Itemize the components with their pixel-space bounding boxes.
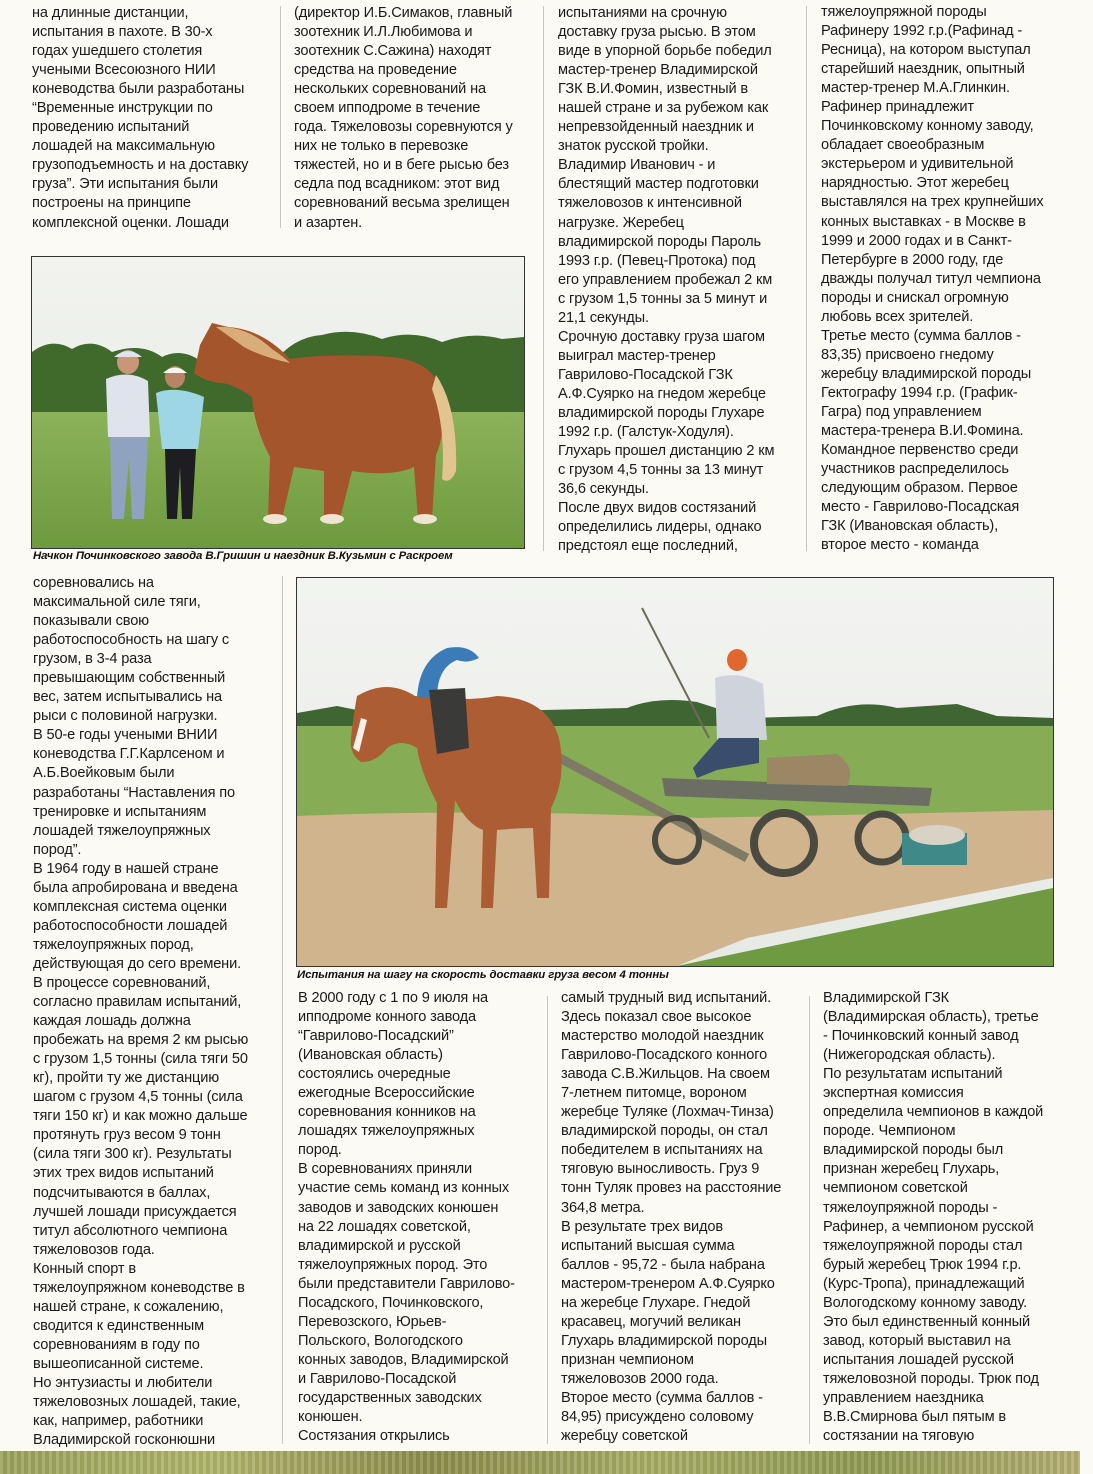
text-line: нагрузке. Жеребец [558, 214, 684, 231]
text-line: с грузом 4,5 тонны за 13 минут [558, 462, 764, 479]
text-line: блестящий мастер подготовки [558, 176, 759, 193]
text-line: сводится к единственным [33, 1317, 204, 1334]
text-line: место - Гаврилово-Посадская [821, 499, 1020, 516]
text-line: жеребцу владимирской породы [821, 365, 1032, 382]
text-line: превышающим собственный [33, 670, 226, 687]
text-line: протянуть груз весом 9 тонн [33, 1127, 221, 1144]
text-line: построены на принципе [32, 195, 191, 212]
text-line: состоялись очередные [298, 1066, 451, 1083]
text-line: Рафинер принадлежит [821, 99, 974, 116]
text-line: подсчитываются в баллах, [33, 1184, 211, 1201]
text-line: была апробирована и введена [33, 879, 238, 896]
text-line: конных заводов, Владимирской [298, 1351, 509, 1368]
text-line: ГЗК (Ивановская область), [821, 518, 999, 535]
text-line: владимирской породы Пароль [558, 233, 761, 250]
text-line: Конный спорт в [33, 1260, 136, 1277]
text-line: Третье место (сумма баллов - [821, 327, 1021, 344]
text-line: тяжелоупряжной породы стал [823, 1237, 1023, 1254]
text-line: доставку груза рысью. В этом [558, 24, 756, 41]
photo1-caption: Начкон Починковского завода В.Гришин и наездник В.Кузьмин с Раскроем [33, 550, 453, 562]
text-line: тяжеловозных лошадей, такие, [33, 1394, 241, 1411]
text-line: на длинные дистанции, [32, 5, 189, 21]
text-line: ежегодные Всероссийские [298, 1085, 475, 1102]
photo2-caption: Испытания на шагу на скорость доставки груза весом 4 тонны [297, 969, 669, 981]
text-line: участников распределилось [821, 461, 1009, 478]
text-line: как, например, работники [33, 1413, 204, 1430]
text-line: дважды получал титул чемпиона [821, 270, 1041, 287]
text-line: выиграл мастер-тренер [558, 347, 716, 364]
text-line: управлением наездника [823, 1389, 984, 1406]
text-line: средства на проведение [294, 62, 457, 79]
text-line: разработаны “Наставления по [33, 784, 236, 801]
column-divider [543, 6, 544, 551]
text-line: (Курс-Тропа), принадлежащий [823, 1275, 1025, 1292]
text-line: Состязания открылись [298, 1428, 450, 1445]
text-line: Второе место (сумма баллов - [561, 1389, 763, 1406]
column-divider [806, 6, 807, 551]
text-line: соревнованиям в году по [33, 1336, 200, 1353]
text-line: тяжелоупряжных пород. Это [298, 1256, 488, 1273]
text-line: испытания лошадей русской [823, 1351, 1014, 1368]
text-line: конюшен. [298, 1409, 363, 1426]
text-line: завод, который выставил на [823, 1332, 1011, 1349]
text-line: Гектографу 1994 г.р. (График- [821, 384, 1018, 401]
text-line: на жеребце Глухаре. Гнедой [561, 1294, 751, 1311]
text-line: Но энтузиасты и любители [33, 1374, 213, 1391]
text-line: завода С.В.Жильцов. На своем [561, 1066, 770, 1083]
text-line: комплексная система оценки [33, 898, 227, 915]
text-line: нашей стране и за рубежом как [558, 100, 769, 117]
text-line: 36,6 секунды. [558, 481, 649, 498]
text-line: лошадей на максимальную [32, 138, 215, 155]
text-line: показывали свою [33, 613, 149, 630]
text-line: По результатам испытаний [823, 1066, 1003, 1083]
text-line: государственных заводских [298, 1389, 482, 1406]
text-line: тяги 150 кг) и как можно дальше [33, 1108, 248, 1125]
text-line: 364,8 метра. [561, 1199, 645, 1216]
text-line: пород. [298, 1142, 342, 1159]
text-line: тренировке и испытаниям [33, 803, 207, 820]
text-line: Владимир Иванович - и [558, 157, 716, 174]
text-line: испытаний высшая сумма [561, 1237, 735, 1254]
photo-horse-with-handlers [31, 256, 525, 549]
text-line: зоотехник И.Л.Любимова и [294, 24, 473, 41]
text-line: 84,95) присуждено соловому [561, 1409, 754, 1426]
text-line: Владимирской госконюшни [33, 1432, 216, 1449]
text-line: вес, затем испытывались на [33, 689, 222, 706]
text-line: согласно правилам испытаний, [33, 994, 242, 1011]
text-line: владимирской породы был [823, 1142, 1004, 1159]
text-line: (директор И.Б.Симаков, главный [294, 5, 513, 21]
text-line: его управлением пробежал 2 км [558, 271, 773, 288]
text-line: жеребце Туляке (Лохмач-Тинза) [561, 1104, 774, 1121]
text-line: 1992 г.р. (Галстук-Ходуля). [558, 424, 734, 441]
text-line: Перевозского, Юрьев- [298, 1313, 447, 1330]
text-line: коневодства были разработаны [32, 81, 245, 98]
text-line: Срочную доставку груза шагом [558, 328, 765, 345]
text-line: работоспособность на шагу с [33, 632, 230, 649]
text-line: самый трудный вид испытаний. [561, 990, 772, 1006]
text-line: следующим образом. Первое [821, 480, 1018, 497]
column-divider [809, 996, 810, 1444]
text-line: года. Тяжеловозы соревнуются у [294, 119, 513, 136]
text-line: красавец, могучий великан [561, 1313, 741, 1330]
text-line: своем ипподроме в течение [294, 100, 481, 117]
text-line: Гаврилово-Посадской ГЗК [558, 366, 733, 383]
text-line: тяжелоупряжной породы [821, 4, 987, 20]
text-line: нескольких соревнований на [294, 81, 486, 98]
text-line: тяжелоупряжном коневодстве в [33, 1279, 245, 1296]
text-line: бурый жеребец Трюк 1994 г.р. [823, 1256, 1022, 1273]
text-line: шагом с грузом 4,5 тонны (сила [33, 1089, 243, 1106]
text-line: Гаврилово-Посадского конного [561, 1047, 768, 1064]
text-line: кг), пройти ту же дистанцию [33, 1070, 220, 1087]
text-line: породе. Чемпионом [823, 1123, 956, 1140]
text-line: зоотехник С.Сажина) находят [294, 43, 492, 60]
text-line: Рафинеру 1992 г.р.(Рафинад - [821, 23, 1023, 40]
text-line: старейший наездник, опытный [821, 61, 1025, 78]
text-line: мастерство молодой наездник [561, 1028, 764, 1045]
text-line: (Ивановская область) [298, 1047, 443, 1064]
text-line: пород”. [33, 841, 82, 858]
text-line: испытания в пахоте. В 30-х [32, 24, 213, 41]
text-line: седла под всадником: этот вид [294, 176, 500, 193]
text-line: действующая до сего времени. [33, 955, 241, 972]
text-line: В соревнованиях приняли [298, 1161, 473, 1178]
text-line: экспертная комиссия [823, 1085, 964, 1102]
text-line: тяговую выносливость. Груз 9 [561, 1161, 760, 1178]
text-line: тяжеловозной породы. Трюк под [823, 1370, 1039, 1387]
text-line: 7-летнем питомце, вороном [561, 1085, 747, 1102]
text-column-top-3 [558, 4, 774, 556]
text-line: соревновались на [33, 575, 154, 591]
text-line: В.В.Смирнова был пятым в [823, 1409, 1006, 1426]
text-line: баллов - 95,72 - была набрана [561, 1256, 765, 1273]
text-line: вышеописанной системе. [33, 1355, 204, 1372]
text-line: признан жеребец Глухарь, [823, 1161, 1000, 1178]
horse-cart-illustration [297, 578, 1053, 966]
text-line: пробежать на время 2 км рысью [33, 1032, 249, 1049]
text-line: В 1964 году в нашей стране [33, 860, 219, 877]
text-line: титул абсолютного чемпиона [33, 1222, 228, 1239]
text-line: ГЗК В.И.Фомин, известный в [558, 81, 748, 98]
text-line: мастера-тренера В.И.Фомина. [821, 423, 1024, 440]
text-line: второе место - команда [821, 537, 979, 554]
text-line: лошадей тяжелоупряжных [33, 822, 211, 839]
bottom-photo-strip [0, 1451, 1080, 1474]
text-line: мастером-тренером А.Ф.Суярко [561, 1275, 775, 1292]
text-line: с грузом 1,5 тонны (сила тяги 50 [33, 1051, 248, 1068]
text-line: 83,35) присвоено гнедому [821, 346, 994, 363]
text-column-bottom-3 [561, 989, 781, 1446]
text-line: Глухарь владимирской породы [561, 1332, 767, 1349]
text-line: (Владимирская область), третье [823, 1009, 1039, 1026]
text-line: годах ушедшего столетия [32, 43, 203, 60]
text-line: были представители Гаврилово- [298, 1275, 515, 1292]
text-line: чемпионом советской [823, 1180, 968, 1197]
text-column-top-4 [821, 3, 1043, 555]
text-line: А.Б.Воейковым были [33, 765, 175, 782]
text-line: и азартен. [294, 214, 363, 231]
text-line: испытаниями на срочную [558, 5, 727, 21]
text-line: лучшей лошади присуждается [33, 1203, 237, 1220]
text-line: В процессе соревнований, [33, 974, 211, 991]
text-line: конных выставках - в Москве в [821, 213, 1026, 230]
text-line: Посадского, Починковского, [298, 1294, 484, 1311]
text-line: предстоял еще последний, [558, 538, 738, 555]
text-line: признан чемпионом [561, 1351, 694, 1368]
text-line: А.Ф.Суярко на гнедом жеребце [558, 385, 766, 402]
text-line: заводов и заводских конюшен [298, 1199, 499, 1216]
text-line: мастер-тренер Владимирской [558, 62, 758, 79]
text-column-bottom-2 [298, 989, 515, 1446]
text-line: Здесь показал свое высокое [561, 1009, 752, 1026]
text-line: победителем в испытаниях на [561, 1142, 763, 1159]
text-line: рыси с половиной нагрузки. [33, 708, 218, 725]
text-line: Рафинер, а чемпионом русской [823, 1218, 1034, 1235]
text-line: груза”. Эти испытания были [32, 176, 218, 193]
text-line: лошадях тяжелоупряжных [298, 1123, 475, 1140]
text-line: Командное первенство среди [821, 442, 1019, 459]
text-line: Ресница), на котором выступал [821, 42, 1031, 59]
text-line: владимирской и русской [298, 1237, 461, 1254]
text-line: жеребцу советской [561, 1428, 688, 1445]
text-line: После двух видов состязаний [558, 500, 757, 517]
text-line: тонн Туляк провез на расстояние [561, 1180, 782, 1197]
text-line: определила чемпионов в каждой [823, 1104, 1044, 1121]
text-line: Глухарь прошел дистанцию 2 км [558, 443, 775, 460]
text-line: проведению испытаний [32, 119, 190, 136]
text-line: Владимирской ГЗК [823, 990, 950, 1006]
text-line: (Нижегородская область). [823, 1047, 996, 1064]
text-line: обладает своеобразным [821, 137, 985, 154]
text-line: комплексной оценки. Лошади [32, 214, 229, 231]
text-column-bottom-4 [823, 989, 1043, 1446]
column-divider [280, 6, 281, 228]
text-line: грузоподъемность и на доставку [32, 157, 249, 174]
text-line: с грузом 1,5 тонны за 5 минут и [558, 290, 768, 307]
text-line: соревнований весьма зрелищен [294, 195, 510, 212]
text-line: Польского, Вологодского [298, 1332, 463, 1349]
text-line: владимирской породы, он стал [561, 1123, 768, 1140]
text-column-left [33, 574, 248, 1450]
text-column-top-1 [32, 4, 248, 233]
text-line: состязании на тяговую [823, 1428, 975, 1445]
text-line: “Гаврилово-Посадский” [298, 1028, 454, 1045]
text-line: работоспособности лошадей [33, 917, 228, 934]
text-line: тяжеловозов к интенсивной [558, 195, 742, 212]
text-line: мастер-тренер М.А.Глинкин. [821, 80, 1010, 97]
column-divider [547, 996, 548, 1444]
text-line: коневодства Г.Г.Карлсеном и [33, 746, 225, 763]
text-line: тяжеловозов 2000 года. [561, 1370, 719, 1387]
text-line: Это был единственный конный [823, 1313, 1030, 1330]
text-line: 21,1 секунды. [558, 309, 649, 326]
text-line: учеными Всесоюзного НИИ [32, 62, 216, 79]
text-line: знаток русской тройки. [558, 138, 709, 155]
text-column-top-2 [294, 4, 513, 233]
text-line: В 50-е годы учеными ВНИИ [33, 727, 218, 744]
text-line: выставлялся на трех крупнейших [821, 194, 1044, 211]
text-line: 1993 г.р. (Певец-Протока) под [558, 252, 756, 269]
horse-handlers-illustration [32, 257, 524, 548]
text-line: “Временные инструкции по [32, 100, 213, 117]
text-line: каждая лошадь должна [33, 1013, 191, 1030]
text-line: (сила тяги 300 кг). Результаты [33, 1146, 232, 1163]
text-line: тяжелоупряжной породы - [823, 1199, 998, 1216]
text-line: максимальной силе тяги, [33, 594, 201, 611]
text-line: этих трех видов испытаний [33, 1165, 214, 1182]
text-line: тяжестей, но и в беге рысью без [294, 157, 509, 174]
text-line: Гагра) под управлением [821, 403, 982, 420]
text-line: участие семь команд из конных [298, 1180, 509, 1197]
text-line: владимирской породы Глухаре [558, 404, 765, 421]
text-line: Петербурге в 2000 году, где [821, 251, 1004, 268]
text-line: тяжелоупряжных пород, [33, 936, 194, 953]
text-line: тяжеловозов года. [33, 1241, 155, 1258]
text-line: экстерьером и удивительной [821, 156, 1014, 173]
text-line: В результате трех видов [561, 1218, 723, 1235]
text-line: определились лидеры, однако [558, 519, 762, 536]
column-divider [282, 576, 283, 1444]
text-line: - Починковский конный завод [823, 1028, 1019, 1045]
text-line: 1999 и 2000 годах и в Санкт- [821, 232, 1012, 249]
text-line: нашей стране, к сожалению, [33, 1298, 224, 1315]
text-line: на 22 лошадях советской, [298, 1218, 471, 1235]
text-line: Починковскому конному заводу, [821, 118, 1034, 135]
text-line: Вологодскому конному заводу. [823, 1294, 1027, 1311]
text-line: и Гаврилово-Посадской [298, 1370, 457, 1387]
text-line: нарядностью. Этот жеребец [821, 175, 1009, 192]
text-line: В 2000 году с 1 по 9 июля на [298, 990, 488, 1006]
text-line: породы и снискал огромную [821, 289, 1009, 306]
text-line: соревнования конников на [298, 1104, 476, 1121]
text-line: ипподроме конного завода [298, 1009, 477, 1026]
photo-horse-cart-test [296, 577, 1054, 967]
text-line: непревзойденный наездник и [558, 119, 754, 136]
text-line: любовь всех зрителей. [821, 308, 974, 325]
text-line: грузом, в 3-4 раза [33, 651, 152, 668]
text-line: них не только в перевозке [294, 138, 469, 155]
text-line: виде в упорной борьбе победил [558, 43, 772, 60]
